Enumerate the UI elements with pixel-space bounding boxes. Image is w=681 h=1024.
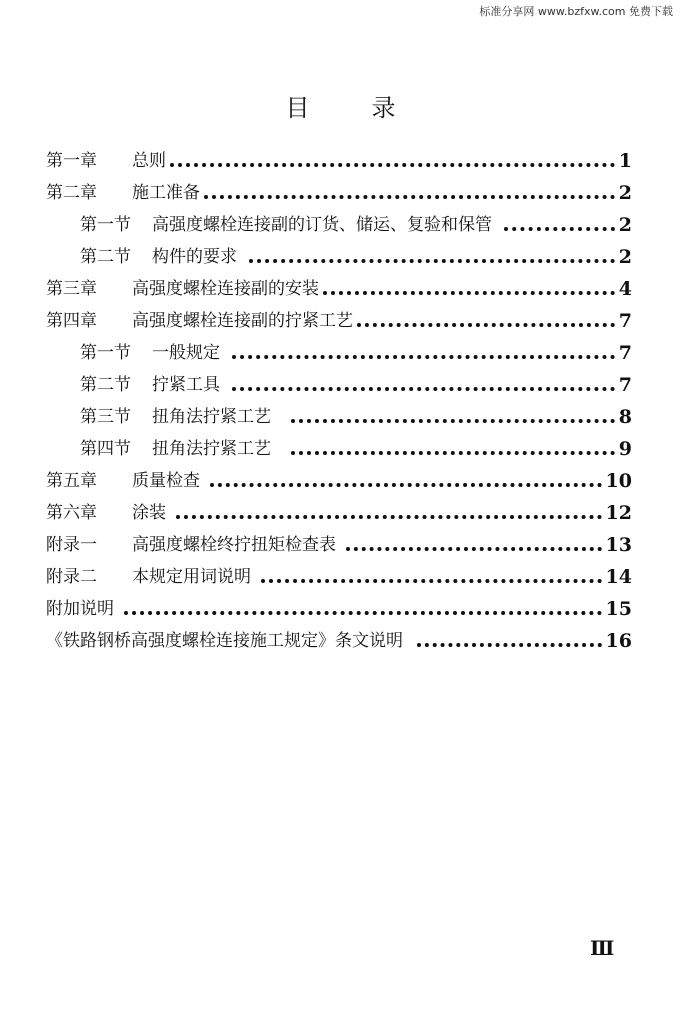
toc-entry-number: 第三章 (46, 279, 97, 299)
watermark: 标准分享网 www.bzfxw.com 免费下载 (479, 5, 673, 18)
dot-leader (291, 419, 615, 423)
title-char-1: 目 (285, 94, 310, 122)
toc-entry-page: 4 (618, 278, 632, 300)
toc-entry-title: 总则 (132, 151, 166, 171)
toc-entry-number: 第二节 (80, 247, 131, 267)
toc-entry-number: 第五章 (46, 471, 97, 491)
toc-entry[interactable] (80, 240, 632, 268)
toc-entry-number: 第二节 (80, 375, 131, 395)
toc-entry-title: 高强度螺栓连接副的安装 (132, 279, 319, 299)
toc-entry[interactable] (46, 272, 632, 300)
toc-entry-title: 构件的要求 (152, 247, 237, 267)
toc-entry-page: 16 (605, 630, 632, 652)
toc-entry[interactable] (80, 432, 632, 460)
dot-leader (504, 227, 615, 231)
toc-entry-title: 扭角法拧紧工艺 (152, 407, 271, 427)
toc-entry-title: 高强度螺栓终拧扭矩检查表 (132, 535, 336, 555)
dot-leader (232, 387, 615, 391)
toc-entry-number: 第一节 (80, 215, 131, 235)
toc-entry-page: 14 (605, 566, 632, 588)
toc-entry[interactable] (46, 176, 632, 204)
toc-entry-title: 高强度螺栓连接副的订货、储运、复验和保管 (152, 215, 492, 235)
toc-entry-title: 涂装 (132, 503, 166, 523)
dot-leader (291, 451, 615, 455)
toc-entry-title: 附加说明 (46, 599, 114, 619)
toc-entry[interactable] (46, 464, 632, 492)
toc-entry-page: 8 (618, 406, 632, 428)
dot-leader (210, 483, 602, 487)
toc-entry-number: 第一章 (46, 151, 97, 171)
toc-entry-page: 7 (618, 342, 632, 364)
toc-entry-page: 10 (605, 470, 632, 492)
toc-entry-title: 本规定用词说明 (132, 567, 251, 587)
toc-entry-number: 第二章 (46, 183, 97, 203)
dot-leader (176, 515, 602, 519)
dot-leader (346, 547, 602, 551)
toc-entry-page: 1 (618, 150, 632, 172)
toc-entry-number: 第一节 (80, 343, 131, 363)
toc-entry-page: 2 (618, 214, 632, 236)
toc-entry-page: 7 (618, 374, 632, 396)
toc-entry[interactable] (80, 336, 632, 364)
toc-entry-number: 第四节 (80, 439, 131, 459)
toc-entry-number: 第三节 (80, 407, 131, 427)
toc-entry-title: 高强度螺栓连接副的拧紧工艺 (132, 311, 353, 331)
toc-entry[interactable] (46, 144, 632, 172)
toc-entry[interactable] (46, 592, 632, 620)
toc-entry-page: 2 (618, 182, 632, 204)
toc-entry[interactable] (46, 528, 632, 556)
toc-entry-title: 质量检查 (132, 471, 200, 491)
toc-entry[interactable] (46, 304, 632, 332)
dot-leader (232, 355, 615, 359)
toc-entry-page: 2 (618, 246, 632, 268)
dot-leader (170, 163, 615, 167)
toc-entry-title: 一般规定 (152, 343, 220, 363)
dot-leader (204, 195, 615, 199)
toc-entry[interactable] (80, 400, 632, 428)
toc-entry[interactable] (46, 560, 632, 588)
toc-entry-page: 13 (605, 534, 632, 556)
title-char-2: 录 (371, 94, 396, 122)
dot-leader (249, 259, 615, 263)
toc-entry[interactable] (46, 496, 632, 524)
toc-entry-page: 7 (618, 310, 632, 332)
toc-entry-number: 第四章 (46, 311, 97, 331)
toc-entry-title: 扭角法拧紧工艺 (152, 439, 271, 459)
dot-leader (357, 323, 615, 327)
toc-entry-page: 15 (605, 598, 632, 620)
toc-entry-page: 12 (605, 502, 632, 524)
toc-entry-title: 拧紧工具 (152, 375, 220, 395)
toc-entry[interactable] (80, 368, 632, 396)
toc-entry-title: 《铁路钢桥高强度螺栓连接施工规定》条文说明 (46, 631, 403, 651)
dot-leader (323, 291, 615, 295)
page-title (0, 88, 681, 123)
dot-leader (124, 611, 602, 615)
toc-entry-title: 施工准备 (132, 183, 200, 203)
toc-entry[interactable] (46, 624, 632, 652)
toc-entry[interactable] (80, 208, 632, 236)
dot-leader (261, 579, 602, 583)
toc-entry-number: 第六章 (46, 503, 97, 523)
page-number: Ⅲ (590, 936, 615, 960)
toc-entry-number: 附录二 (46, 567, 97, 587)
dot-leader (417, 643, 602, 647)
toc-entry-page: 9 (618, 438, 632, 460)
toc-entry-number: 附录一 (46, 535, 97, 555)
